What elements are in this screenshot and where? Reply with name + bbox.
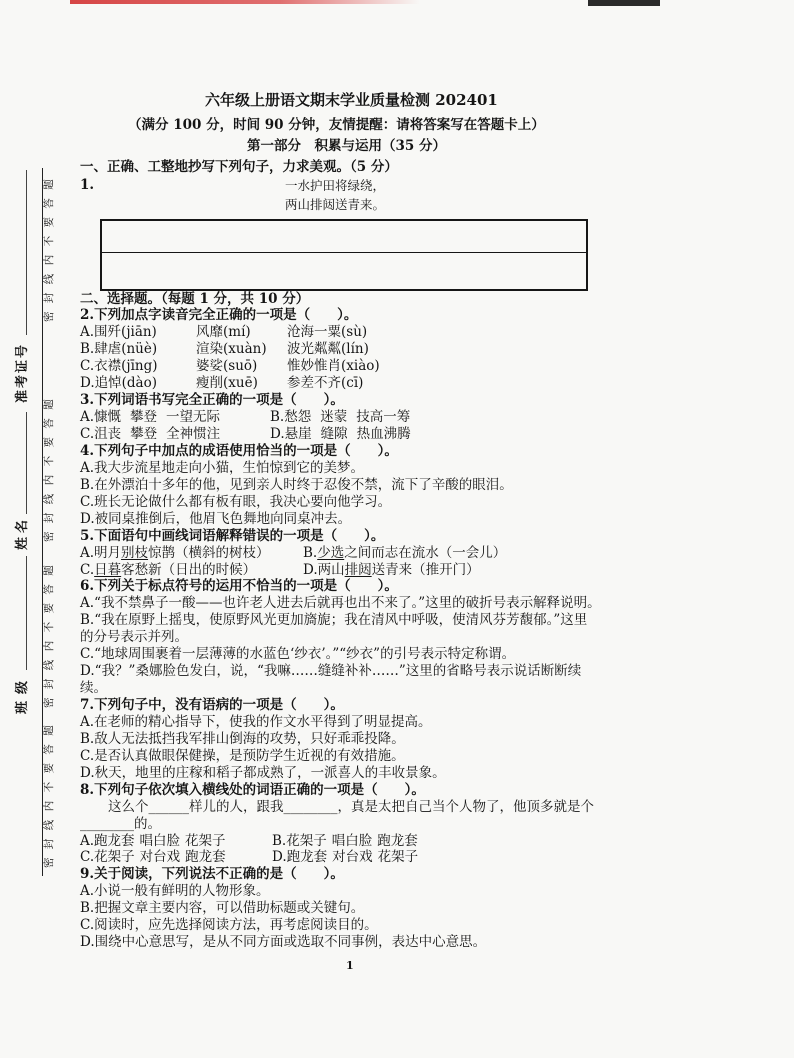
option-row xyxy=(80,426,640,443)
option-label: C. xyxy=(80,426,95,442)
option-text: 围绕中心意思写，是从不同方面或选取不同事例，表达中心意思。 xyxy=(94,934,487,951)
option-label: A. xyxy=(80,544,95,561)
option-text: 是否认真做眼保健操，是预防学生近视的有效措施。 xyxy=(94,747,405,764)
option-cell xyxy=(80,341,196,358)
option-text: 在外漂泊十多年的他，见到亲人时终于忍俊不禁，流下了辛酸的眼泪。 xyxy=(94,476,513,493)
option-item: 跑龙套 xyxy=(185,849,226,866)
writing-box-divider xyxy=(102,252,586,253)
option-row xyxy=(80,324,640,341)
option-label: B. xyxy=(80,730,95,747)
option-text: “地球周围裹着一层薄薄的水蓝色‘纱衣’。”“纱衣”的引号表示特定称谓。 xyxy=(94,646,516,663)
option xyxy=(80,765,640,782)
option-row xyxy=(80,409,640,426)
fill-in-sentence: ________的。 xyxy=(80,815,161,832)
option xyxy=(80,595,640,612)
option-cell xyxy=(80,324,196,341)
option-label: C. xyxy=(80,561,95,578)
option-item: 全神惯注 xyxy=(166,426,221,442)
option-row xyxy=(80,562,640,579)
option-item: 对台戏 xyxy=(332,849,373,866)
option-item: 肆虐(nüè) xyxy=(94,341,158,358)
option-row xyxy=(80,849,640,866)
name-blank xyxy=(26,412,27,514)
option xyxy=(80,646,640,663)
option-item: 沮丧 xyxy=(94,426,122,442)
exam-id-blank xyxy=(26,170,27,335)
option-label: B. xyxy=(80,900,95,917)
underlined-word: 日暮 xyxy=(94,561,122,578)
poem-line: 两山排闼送青来。 xyxy=(285,197,386,212)
option-label: A. xyxy=(80,713,95,730)
question-stem: 5.下面语句中画线词语解释错误的一项是（ ）。 xyxy=(80,527,385,544)
option xyxy=(80,511,640,528)
option-text: “我？”桑娜脸色发白，说，“我嘛……缝缝补补……”这里的省略号表示说话断断续 xyxy=(94,663,582,680)
option-label: D. xyxy=(80,663,95,680)
option-text: 之间而志在流水（一会儿） xyxy=(344,544,507,561)
option-label: D. xyxy=(80,375,95,392)
option xyxy=(270,409,410,426)
option-text: 在老师的精心指导下，使我的作文水平得到了明显提高。 xyxy=(94,713,432,730)
option-text: 客愁新（日出的时候） xyxy=(121,561,257,578)
option-text: 明月 xyxy=(94,544,122,561)
option-item: 慷慨 xyxy=(94,409,122,426)
name-label: 姓名 xyxy=(15,515,30,550)
poem-line: 一水护田将绿绕， xyxy=(285,178,386,193)
seal-text: 密封线内不要答题 xyxy=(43,556,55,708)
seal-text: 密封线内不要答题 xyxy=(43,390,55,542)
option xyxy=(80,731,640,748)
option-label: B. xyxy=(272,832,287,849)
option xyxy=(80,545,303,562)
option-text: 两山 xyxy=(317,561,345,578)
option-cell xyxy=(80,375,196,392)
option-item: 悬崖 xyxy=(284,426,312,442)
option-item: 参差不齐(cī) xyxy=(287,375,364,392)
option-label: A. xyxy=(80,595,95,612)
option-item: 花架子 xyxy=(286,832,327,849)
question-stem: 7.下列句子中，没有语病的一项是（ ）。 xyxy=(80,697,344,713)
option-label: A. xyxy=(80,883,95,900)
option-label: A. xyxy=(80,832,95,849)
seal-text: 密封线内不要答题 xyxy=(43,170,55,322)
option xyxy=(272,849,418,866)
option-text: 班长无论做什么都有板有眼，我决心要向他学习。 xyxy=(94,493,392,510)
option xyxy=(303,545,506,562)
option-label: C. xyxy=(80,917,95,934)
option-item: 花架子 xyxy=(94,849,135,866)
page-number: 1 xyxy=(346,959,354,972)
option-label: B. xyxy=(80,476,95,493)
option-item: 追悼(dào) xyxy=(94,375,157,392)
option-item: 愁怨 xyxy=(284,409,312,426)
option-text: “我在原野上摇曳，使原野风光更加旖旎；我在清风中呼吸，使清风芬芳馥郁。”这里 xyxy=(94,612,588,629)
option-continued: 的分号表示并列。 xyxy=(80,629,188,646)
option-text: 阅读时，应先选择阅读方法，再考虑阅读目的。 xyxy=(94,917,378,934)
option-continued: 续。 xyxy=(80,680,107,697)
option-item: 缝隙 xyxy=(320,426,348,442)
copy-writing-box xyxy=(100,219,588,291)
question-stem: 2.下列加点字读音完全正确的一项是（ ）。 xyxy=(80,307,358,324)
option-item: 唱白脸 xyxy=(139,832,181,849)
question-stem: 9.关于阅读，下列说法不正确的是（ ）。 xyxy=(80,866,344,883)
section-heading: 一、正确、工整地抄写下列句子，力求美观。（5 分） xyxy=(80,159,398,175)
option xyxy=(303,562,480,579)
option-item: 瘦削(xuē) xyxy=(196,375,258,392)
option xyxy=(80,477,640,494)
option-item: 衣襟(jīng) xyxy=(94,358,158,375)
underlined-word: 少选 xyxy=(317,544,345,561)
page-title: 六年级上册语文期末学业质量检测 202401 xyxy=(205,91,498,109)
option xyxy=(80,917,640,934)
option-row xyxy=(80,341,640,358)
option-text: “我不禁鼻子一酸——也许老人进去后就再也出不来了。”这里的破折号表示解释说明。 xyxy=(94,595,601,612)
option xyxy=(80,714,640,731)
option-label: C. xyxy=(80,747,95,764)
option xyxy=(80,934,640,951)
option-item: 攀登 xyxy=(130,426,158,442)
underlined-word: 别枝 xyxy=(121,544,149,561)
option-label: D. xyxy=(80,510,95,527)
question-stem: 4.下列句子中加点的成语使用恰当的一项是（ ）。 xyxy=(80,442,398,459)
option-row xyxy=(80,833,640,850)
option xyxy=(80,460,640,477)
option-item: 跑龙套 xyxy=(377,832,418,849)
option-item: 技高一筹 xyxy=(356,409,411,426)
option-row xyxy=(80,375,640,392)
option-row xyxy=(80,358,640,375)
option-item: 攀登 xyxy=(130,409,158,426)
exam-instructions: （满分 100 分，时间 90 分钟，友情提醒：请将答案写在答题卡上） xyxy=(128,117,545,133)
option xyxy=(80,409,270,426)
option-label: A. xyxy=(80,409,95,426)
option xyxy=(80,494,640,511)
option-text: 把握文章主要内容，可以借助标题或关键句。 xyxy=(94,900,365,917)
option-label: D. xyxy=(80,934,95,951)
option xyxy=(80,748,640,765)
option-item: 花架子 xyxy=(377,849,419,866)
option-item: 婆娑(suō) xyxy=(196,358,258,375)
question-stem: 3.下列词语书写完全正确的一项是（ ）。 xyxy=(80,392,344,409)
question-number: 1. xyxy=(80,177,95,193)
option-item: 跑龙套 xyxy=(94,832,135,849)
option-label: A. xyxy=(80,459,95,476)
option-label: C. xyxy=(80,646,95,663)
option xyxy=(80,833,272,850)
option-text: 被同桌推倒后，他眉飞色舞地向同桌冲去。 xyxy=(94,510,352,527)
option-label: B. xyxy=(80,612,95,629)
exam-id-label: 准考证号 xyxy=(15,342,30,403)
option xyxy=(80,663,640,680)
choice-section xyxy=(80,291,640,952)
class-blank xyxy=(26,556,27,670)
option-label: B. xyxy=(270,409,285,426)
option-label: C. xyxy=(80,493,95,510)
option-item: 跑龙套 xyxy=(286,849,328,866)
option-item: 围歼(jiān) xyxy=(94,324,157,341)
question-stem: 8.下列句子依次填入横线处的词语正确的一项是（ ）。 xyxy=(80,781,425,798)
option-item: 风靡(mí) xyxy=(196,324,251,341)
part-heading: 第一部分 积累与运用（35 分） xyxy=(247,138,446,154)
option xyxy=(80,612,640,629)
option-label: C. xyxy=(80,358,95,375)
option xyxy=(80,849,272,866)
option-label: D. xyxy=(272,849,287,866)
option-item: 波光粼粼(lín) xyxy=(287,341,369,358)
option-label: D. xyxy=(270,426,285,442)
option-item: 一望无际 xyxy=(166,409,221,426)
option-item: 迷蒙 xyxy=(320,409,348,426)
question-stem: 6.下列关于标点符号的运用不恰当的一项是（ ）。 xyxy=(80,578,398,595)
scan-mark-red xyxy=(70,0,420,4)
option-item: 对台戏 xyxy=(139,849,181,866)
option-cell xyxy=(80,358,196,375)
option-item: 渲染(xuàn) xyxy=(196,341,267,358)
option xyxy=(80,562,303,579)
option xyxy=(80,883,640,900)
option-label: B. xyxy=(303,544,318,561)
option-text: 小说一般有鲜明的人物形象。 xyxy=(94,883,270,900)
option-text: 送青来（推开门） xyxy=(371,561,480,578)
option-label: D. xyxy=(80,764,95,781)
option xyxy=(272,833,418,850)
option xyxy=(270,426,411,443)
option-text: 我大步流星地走向小猫，生怕惊到它的美梦。 xyxy=(94,459,365,476)
section-heading: 二、选择题。（每题 1 分，共 10 分） xyxy=(80,290,310,307)
option xyxy=(80,900,640,917)
option-label: C. xyxy=(80,849,95,866)
option-item: 惟妙惟肖(xiào) xyxy=(287,358,380,375)
option-label: D. xyxy=(303,561,318,578)
option-item: 热血沸腾 xyxy=(356,426,411,442)
option-text: 惊鹊（横斜的树枝） xyxy=(148,544,270,561)
scan-mark-dark xyxy=(588,0,660,6)
underlined-word: 排闼 xyxy=(344,561,372,578)
option-item: 沧海一粟(sù) xyxy=(287,324,368,341)
option-label: A. xyxy=(80,324,95,341)
option-item: 唱白脸 xyxy=(331,832,373,849)
class-label: 班级 xyxy=(15,673,30,714)
fill-in-sentence: 这么个______样儿的人，跟我________，真是太把自己当个人物了，他顶多就是个 xyxy=(108,798,594,815)
option-item: 花架子 xyxy=(185,832,226,849)
option-label: B. xyxy=(80,341,95,358)
option-text: 敌人无法抵挡我军排山倒海的攻势，只好乖乖投降。 xyxy=(94,730,405,747)
option-row xyxy=(80,545,640,562)
option xyxy=(80,426,270,443)
seal-text: 密封线内不要答题 xyxy=(43,716,55,868)
option-text: 秋天，地里的庄稼和稻子都成熟了，一派喜人的丰收景象。 xyxy=(94,764,446,781)
